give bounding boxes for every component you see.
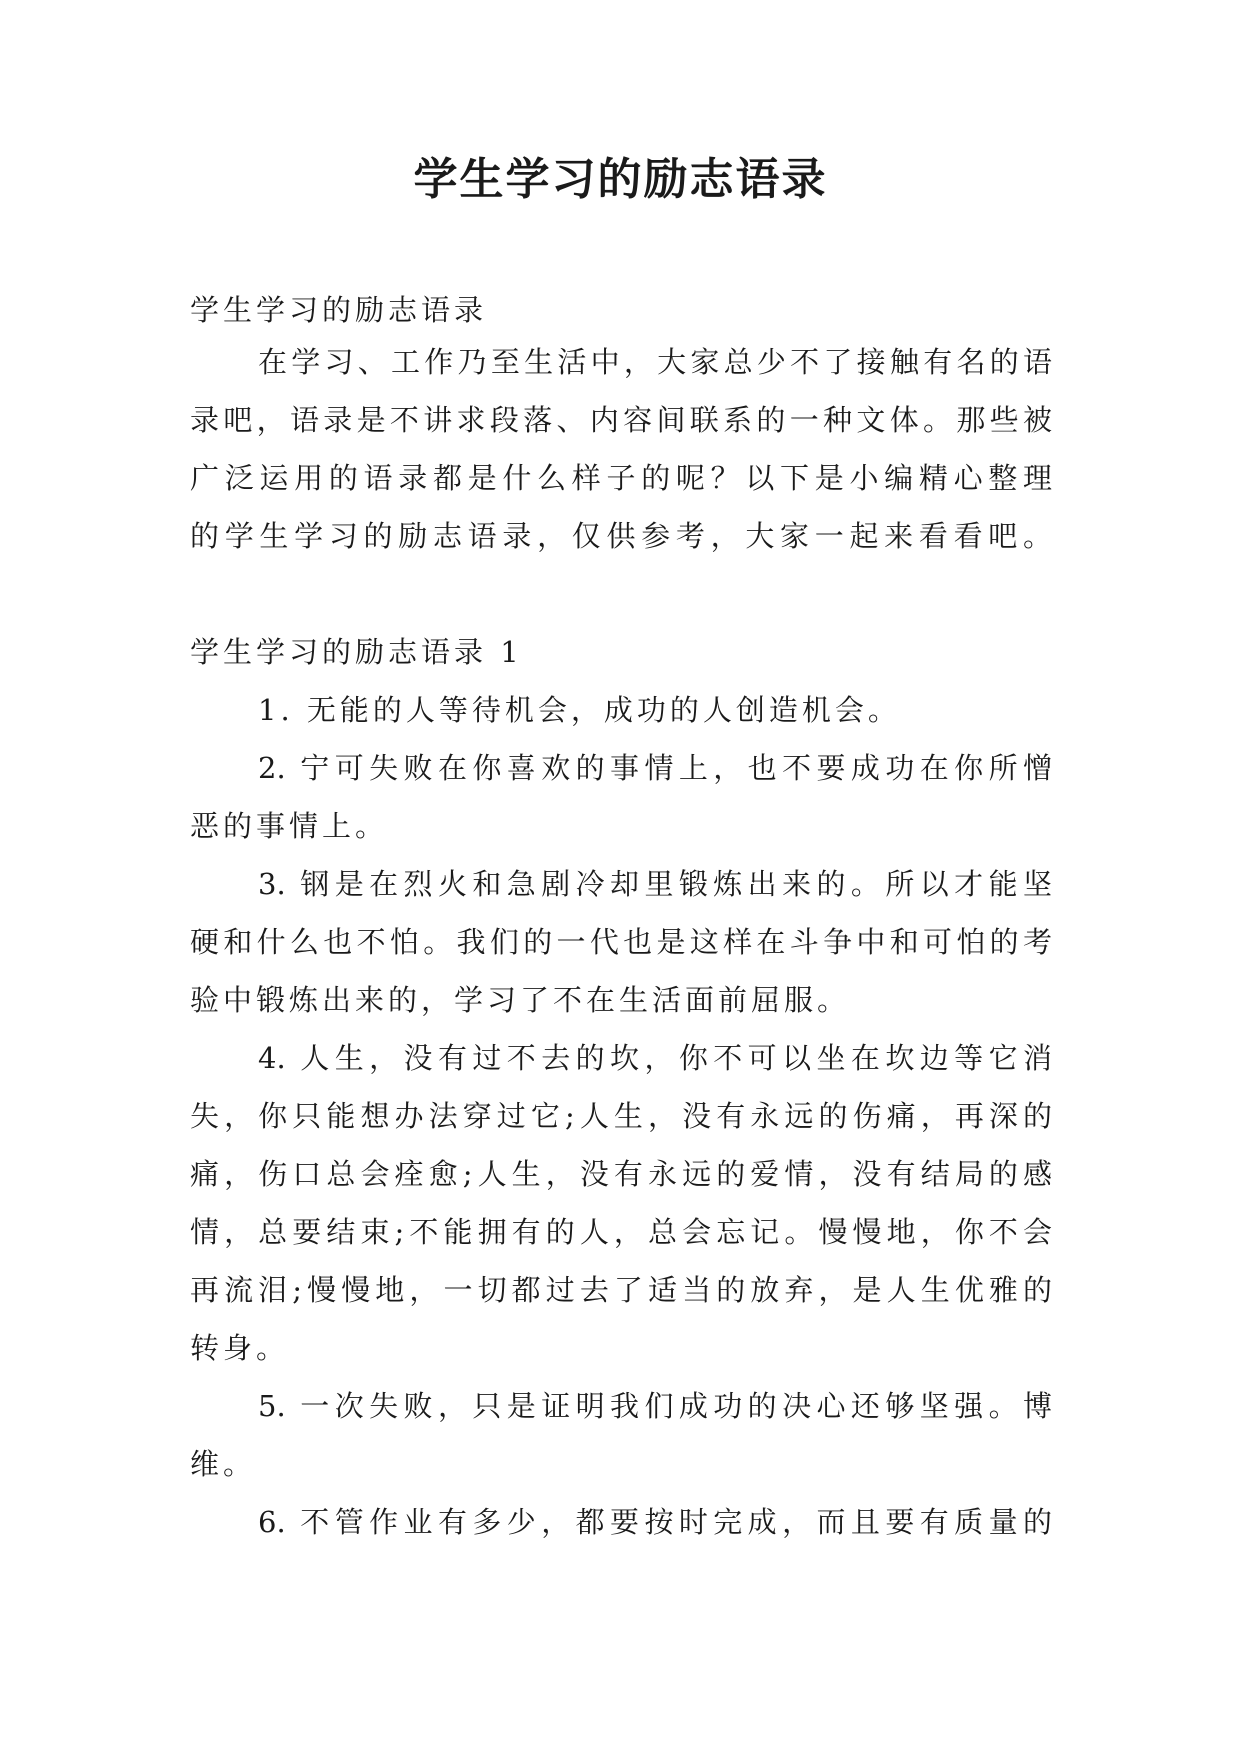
text-line: 维。 [190,1447,257,1481]
text-line: 3. 钢是在烈火和急剧冷却里锻炼出来的。所以才能坚 [258,867,1052,901]
text-line: 转身。 [190,1331,290,1365]
text-line: 5. 一次失败，只是证明我们成功的决心还够坚强。博 [258,1389,1052,1423]
text-line: 的学生学习的励志语录，仅供参考，大家一起来看看吧。 [190,519,1052,553]
text-line: 4. 人生，没有过不去的坎，你不可以坐在坎边等它消 [258,1041,1052,1075]
text-line: 恶的事情上。 [190,809,389,843]
text-line: 失，你只能想办法穿过它;人生，没有永远的伤痛，再深的 [190,1099,1052,1133]
text-line: 学生学习的励志语录 1 [190,635,523,669]
text-line: 1. 无能的人等待机会，成功的人创造机会。 [258,693,901,727]
text-line: 硬和什么也不怕。我们的一代也是这样在斗争中和可怕的考 [190,925,1052,959]
text-line: 痛，伤口总会痊愈;人生，没有永远的爱情，没有结局的感 [190,1157,1052,1191]
text-line: 情，总要结束;不能拥有的人，总会忘记。慢慢地，你不会 [190,1215,1052,1249]
document-title: 学生学习的励志语录 [413,154,828,205]
text-line: 学生学习的励志语录 [190,293,488,327]
text-line: 验中锻炼出来的，学习了不在生活面前屈服。 [190,983,851,1017]
text-line: 6. 不管作业有多少，都要按时完成，而且要有质量的 [258,1505,1052,1539]
text-line: 再流泪;慢慢地，一切都过去了适当的放弃，是人生优雅的 [190,1273,1052,1307]
text-line: 录吧，语录是不讲求段落、内容间联系的一种文体。那些被 [190,403,1052,437]
text-line: 在学习、工作乃至生活中，大家总少不了接触有名的语 [258,345,1052,379]
text-line: 2. 宁可失败在你喜欢的事情上，也不要成功在你所憎 [258,751,1052,785]
text-line: 广泛运用的语录都是什么样子的呢？以下是小编精心整理 [190,461,1052,495]
